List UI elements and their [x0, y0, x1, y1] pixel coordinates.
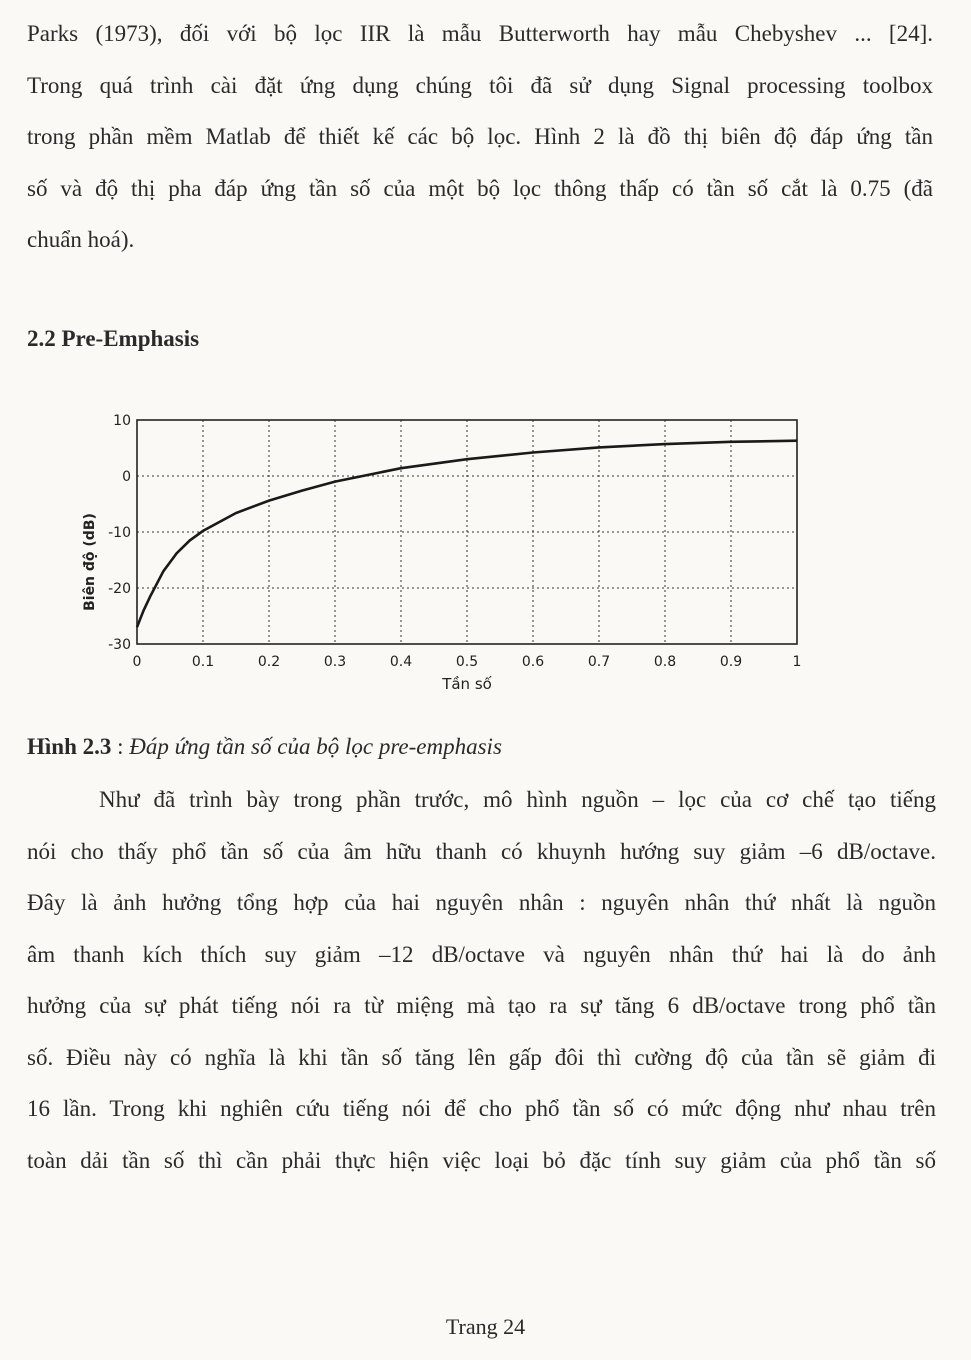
text-line: số và độ thị pha đáp ứng tần số của một bộ lọc thông thấp có tần số cắt là 0.75 (đã: [27, 175, 933, 201]
text-line: Như đã trình bày trong phần trước, mô hình nguồn – lọc của cơ chế tạo tiếng: [99, 787, 936, 812]
x-tick-label: 0.9: [719, 654, 743, 670]
text-line: 16 lần. Trong khi nghiên cứu tiếng nói để cho phổ tần số có mức động như nhau trên: [27, 1096, 936, 1121]
caption-label: Hình 2.3: [27, 734, 112, 759]
body-paragraph: [27, 774, 936, 1186]
intro-paragraph: [27, 8, 933, 266]
x-tick-label: 0.2: [257, 654, 281, 670]
y-axis-label: Biên độ (dB): [82, 513, 98, 611]
y-tick-label: -30: [108, 637, 131, 653]
x-tick-label: 0.7: [587, 654, 611, 670]
x-tick-label: 0.1: [191, 654, 215, 670]
text-line: nói cho thấy phổ tần số của âm hữu thanh có khuynh hướng suy giảm –6 dB/octave.: [27, 838, 936, 864]
y-tick-label: -20: [108, 581, 131, 597]
text-line: âm thanh kích thích suy giảm –12 dB/octave và nguyên nhân thứ hai là do ảnh: [27, 941, 936, 967]
axis-ticks: [108, 413, 801, 670]
x-tick-label: 0.4: [389, 654, 413, 670]
text-line: hưởng của sự phát tiếng nói ra từ miệng mà tạo ra sự tăng 6 dB/octave trong phổ tần: [27, 993, 936, 1018]
caption-separator: :: [111, 734, 130, 759]
frequency-response-chart: [70, 405, 830, 705]
y-tick-label: 0: [122, 469, 131, 485]
x-tick-label: 0.6: [521, 654, 545, 670]
x-tick-label: 0.8: [653, 654, 677, 670]
x-tick-label: 0: [132, 654, 142, 670]
series-line-pre-emphasis: [137, 441, 797, 628]
x-tick-label: 0.5: [455, 654, 479, 670]
x-tick-label: 1: [792, 654, 802, 670]
x-axis-label: Tần số: [442, 675, 492, 693]
text-line: chuẩn hoá).: [27, 227, 135, 252]
y-tick-label: 10: [113, 413, 131, 429]
caption-text: Đáp ứng tần số của bộ lọc pre-emphasis: [129, 734, 502, 759]
text-line: số. Điều này có nghĩa là khi tần số tăng lên gấp đôi thì cường độ của tần sẽ giảm đi: [27, 1044, 936, 1070]
text-line: Parks (1973), đối với bộ lọc IIR là mẫu Butterworth hay mẫu Chebyshev ... [24].: [27, 21, 933, 46]
y-tick-label: -10: [108, 525, 131, 541]
page-number: Trang 24: [445, 1314, 526, 1339]
x-tick-label: 0.3: [323, 654, 347, 670]
text-line: trong phần mềm Matlab để thiết kế các bộ lọc. Hình 2 là đồ thị biên độ đáp ứng tần: [27, 124, 933, 149]
text-line: toàn dải tần số thì cần phải thực hiện việc loại bỏ đặc tính suy giảm của phổ tần số: [27, 1147, 936, 1173]
figure-caption: [27, 734, 502, 760]
section-heading: 2.2 Pre-Emphasis: [27, 326, 200, 351]
chart-grid: [137, 420, 797, 644]
text-line: Trong quá trình cài đặt ứng dụng chúng tôi đã sử dụng Signal processing toolbox: [27, 72, 933, 98]
text-line: Đây là ảnh hưởng tổng hợp của hai nguyên nhân : nguyên nhân thứ nhất là nguồn: [27, 890, 936, 915]
